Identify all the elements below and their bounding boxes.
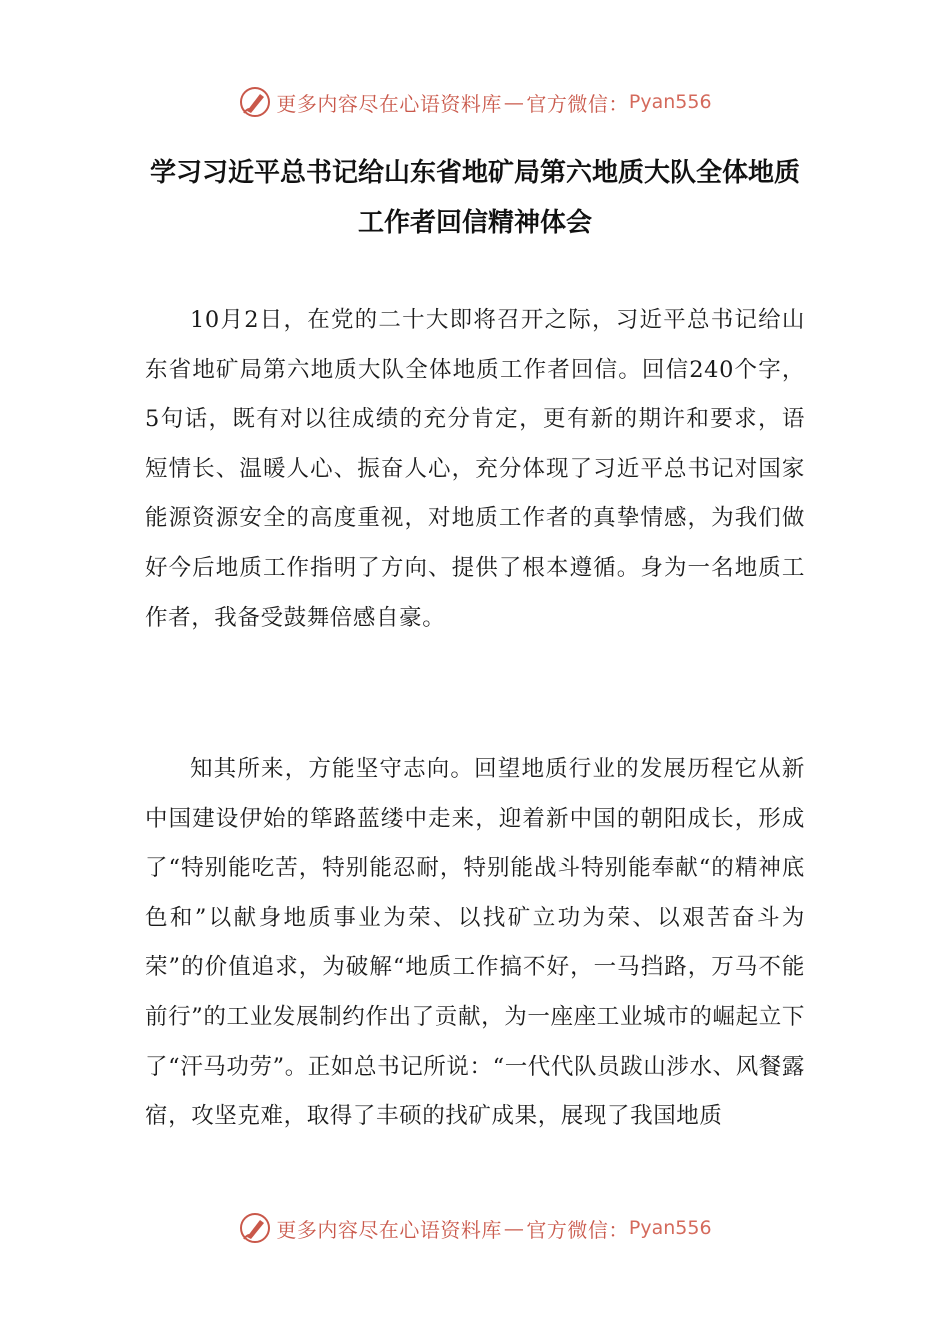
document-title: 学习习近平总书记给山东省地矿局第六地质大队全体地质工作者回信精神体会	[149, 158, 800, 238]
watermark-header	[0, 84, 950, 120]
paragraph-1: 10月2日，在党的二十大即将召开之际，习近平总书记给山东省地矿局第六地质大队全体地质工作者回信。回信240个字，5句话，既有对以往成绩的充分肯定，更有新的期许和要求，语短情长、温暖人心、振奋人心，充分体现了习近平总书记对国家能源资源安全的高度重视，对地质工作者的真挚情感，为我们做好今后地质工作指明了方向、提供了根本遵循。身为一名地质工作者，我备受鼓舞倍感自豪。	[145, 307, 805, 631]
watermark-label: 官方微信：	[526, 1217, 629, 1242]
watermark-brand: 更多内容尽在心语资料库	[276, 91, 502, 116]
watermark-id: Pyan556	[628, 1217, 712, 1239]
watermark-footer	[0, 1210, 950, 1246]
watermark-id: Pyan556	[628, 91, 712, 113]
watermark-dash: —	[503, 90, 525, 114]
watermark-dash: —	[503, 1216, 525, 1240]
paragraph-2: 知其所来，方能坚守志向。回望地质行业的发展历程它从新中国建设伊始的筚路蓝缕中走来，迎着新中国的朝阳成长，形成了“特别能吃苦，特别能忍耐，特别能战斗特别能奉献“的精神底色和”以献身地质事业为荣、以找矿立功为荣、以艰苦奋斗为荣”的价值追求，为破解“地质工作搞不好，一马挡路，万马不能前行”的工业发展制约作出了贡献，为一座座工业城市的崛起立下了“汗马功劳”。正如总书记所说：“一代代队员跋山涉水、风餐露宿，攻坚克难，取得了丰硕的找矿成果，展现了我国地质	[145, 756, 806, 1130]
pen-nib-icon	[238, 85, 272, 119]
watermark-brand: 更多内容尽在心语资料库	[276, 1217, 502, 1242]
pen-nib-icon	[238, 1211, 272, 1245]
watermark-label: 官方微信：	[526, 91, 629, 116]
